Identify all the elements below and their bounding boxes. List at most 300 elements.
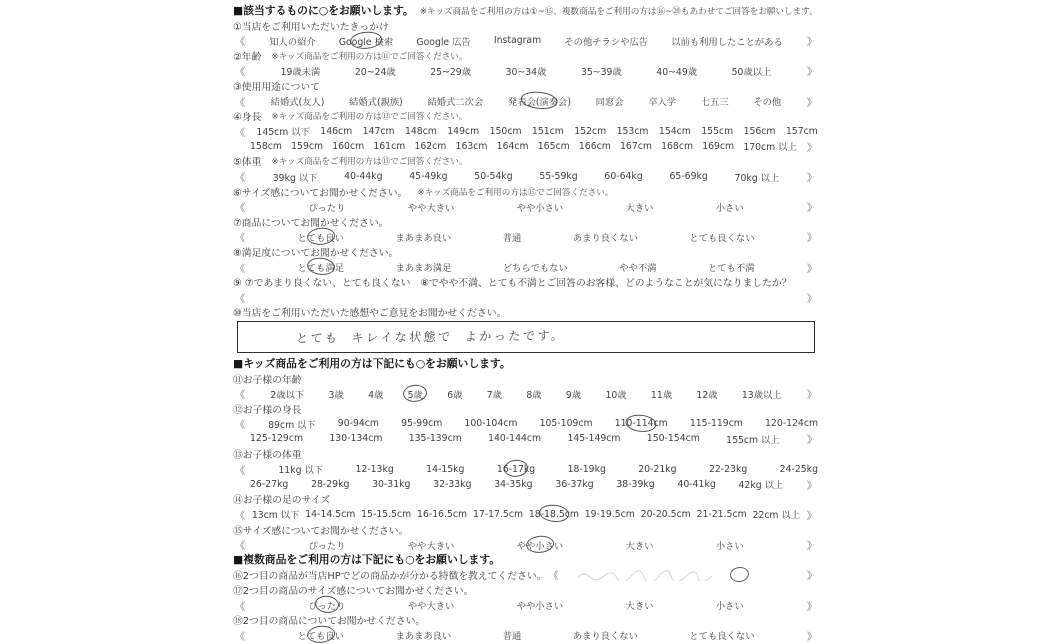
answer-option xyxy=(400,418,443,429)
answer-option-text: 38-39kg xyxy=(616,478,655,490)
answer-option xyxy=(658,126,692,137)
answer-options-row xyxy=(233,229,819,244)
answer-option xyxy=(700,126,734,137)
answer-option-text: 40-44kg xyxy=(344,171,383,183)
section-heading-text: ■該当するものに○をお願いします。 xyxy=(233,4,414,18)
section-heading xyxy=(233,356,819,371)
answer-option xyxy=(696,509,748,520)
answer-options-row xyxy=(233,63,819,78)
answer-option-text: 146cm xyxy=(320,125,353,137)
answer-option xyxy=(269,387,305,401)
answer-option-text: 知人の紹介 xyxy=(269,36,316,48)
answer-options-row xyxy=(233,199,819,214)
answer-option-text: 大きい xyxy=(625,601,654,613)
answer-option xyxy=(625,598,655,612)
question-label: ⑪お子様の年齢 xyxy=(233,374,302,386)
answer-options-wrap xyxy=(233,431,819,446)
question-label: ④身長 xyxy=(233,112,262,124)
answer-option xyxy=(473,171,513,182)
answer-option xyxy=(531,126,565,137)
bracket-close-mark: 》 xyxy=(806,173,817,185)
answer-options-wrap xyxy=(233,229,819,244)
answer-option xyxy=(655,64,698,78)
answer-option-text: あまり良くない xyxy=(572,232,638,244)
answer-option-text: 20-20.5cm xyxy=(640,508,691,520)
answer-option xyxy=(738,477,785,491)
answer-option-text: 以前も利用したことがある xyxy=(671,36,783,48)
answer-option-text: 小さい xyxy=(715,202,744,214)
answer-option-text: 148cm xyxy=(404,125,437,137)
answer-options-wrap xyxy=(233,260,819,275)
answer-option-text: 159cm xyxy=(291,140,324,152)
answer-option-text: 小さい xyxy=(715,540,744,552)
answer-option-text: 154cm xyxy=(658,125,691,137)
bracket-close-mark: 》 xyxy=(806,142,817,154)
answer-option xyxy=(472,509,524,520)
answer-option-text: 95-99cm xyxy=(401,418,443,430)
answer-option xyxy=(701,141,735,152)
answer-option xyxy=(455,141,489,152)
answer-option xyxy=(537,141,571,152)
answer-option-text: 135-139cm xyxy=(408,433,462,445)
bracket-close-mark: 》 xyxy=(806,541,817,553)
answer-option xyxy=(752,94,782,108)
answer-option xyxy=(290,141,324,152)
question-label: ⑰2つ目の商品のサイズ感についてお聞かせください。 xyxy=(233,585,474,597)
answer-option-text: 125-129cm xyxy=(250,433,304,445)
answer-option xyxy=(249,141,283,152)
answer-option-text: 161cm xyxy=(373,140,406,152)
answer-options-row xyxy=(233,139,819,154)
answer-option-text: 小さい xyxy=(715,601,744,613)
answer-option-text: 165cm xyxy=(537,140,570,152)
answer-option xyxy=(255,124,310,138)
answer-option-text: 39kg 以下 xyxy=(272,172,318,184)
answer-option-text: 130-134cm xyxy=(329,433,383,445)
answer-option-text: 同窓会 xyxy=(595,97,624,109)
answer-option xyxy=(563,34,649,48)
answer-options-row xyxy=(233,597,819,612)
answer-option-text: やや大きい xyxy=(407,540,455,552)
answer-option xyxy=(715,538,745,552)
answer-option xyxy=(507,94,572,108)
question-label: ⑯2つ目の商品が当店HPでどの商品かが分かる特徴を教えてください。 xyxy=(233,570,547,582)
answer-option xyxy=(502,628,523,642)
bracket-close-mark: 》 xyxy=(806,601,817,613)
answer-option xyxy=(538,171,578,182)
question-label: ①当店をご利用いただいたきっかけ xyxy=(233,21,389,33)
answer-option xyxy=(741,387,783,401)
answer-option-text: 40-41kg xyxy=(677,478,716,490)
bracket-open-mark: 《 xyxy=(235,67,245,79)
answer-option-text: その他チラシや広告 xyxy=(564,36,649,48)
bracket-close-mark: 》 xyxy=(806,203,817,215)
answer-option xyxy=(251,507,301,521)
answer-option-text: 11kg 以下 xyxy=(278,465,324,477)
answer-option-text: 151cm xyxy=(531,125,564,137)
answer-options-row xyxy=(233,416,819,431)
question-label: ⑩当店をご利用いただいた感想やご意見をお聞かせください。 xyxy=(233,308,507,320)
answer-options-row xyxy=(233,537,819,552)
answer-option xyxy=(432,479,472,490)
answer-options-wrap xyxy=(233,416,819,431)
question-label: ②年齢 xyxy=(233,51,262,63)
answer-option-text: 20-21kg xyxy=(638,463,677,475)
answer-option-text: 149cm xyxy=(447,125,480,137)
answer-options-wrap xyxy=(233,537,819,552)
answer-option xyxy=(496,464,536,475)
answer-option-text: 6歳 xyxy=(447,389,463,401)
bracket-close-mark: 》 xyxy=(806,435,817,447)
question-label: ⑮サイズ感についてお聞かせください。 xyxy=(233,525,409,537)
bracket-close-mark: 》 xyxy=(807,293,817,305)
answer-option xyxy=(493,479,533,490)
question-line xyxy=(233,48,819,63)
answer-option-text: 28-29kg xyxy=(311,478,350,490)
answer-option xyxy=(310,479,350,490)
answer-option-text: 167cm xyxy=(619,140,652,152)
answer-option xyxy=(625,200,655,214)
answer-option-text: 120-124cm xyxy=(764,418,818,430)
question-label: ⑨ ⑦であまり良くない、とても良くない ⑧でやや不満、とても不満とご回答のお客様、どのようなことが気になりましたか？ xyxy=(233,278,792,290)
answer-option xyxy=(354,64,397,78)
answer-option-text: その他 xyxy=(753,97,782,109)
answer-options-row xyxy=(233,507,819,522)
answer-options-row xyxy=(233,290,819,305)
answer-option-text: ぴったり xyxy=(308,601,346,613)
answer-option-text: 24-25kg xyxy=(779,463,818,475)
bracket-close-mark: 》 xyxy=(807,571,817,583)
answer-option-text: どちらでもない xyxy=(502,263,568,275)
answer-option xyxy=(486,387,503,401)
question-line xyxy=(233,18,819,33)
answer-option xyxy=(416,509,468,520)
survey-sheet xyxy=(233,3,819,643)
answer-option xyxy=(764,418,819,429)
answer-option-text: 89cm 以下 xyxy=(268,419,316,431)
question-line xyxy=(233,245,819,260)
answer-option-text: とても良くない xyxy=(689,631,755,643)
section-heading-note: ※キッズ商品をご利用の方は①~⑮、複数商品をご利用の方は⑯~⑳もあわせてご回答をお願いします。 xyxy=(419,6,818,17)
answer-option-text: 169cm xyxy=(702,140,735,152)
answer-option xyxy=(407,387,424,401)
answer-option xyxy=(489,126,523,137)
answer-option xyxy=(700,94,730,108)
answer-option-text: 2歳以下 xyxy=(270,389,305,401)
answer-option xyxy=(280,64,322,78)
answer-option xyxy=(525,387,542,401)
question-line xyxy=(233,78,819,93)
question-line xyxy=(233,371,819,386)
answer-option-text: 60-64kg xyxy=(604,171,643,183)
answer-option xyxy=(496,141,530,152)
section-heading xyxy=(233,3,819,18)
answer-option-text: 8歳 xyxy=(526,389,542,401)
answer-option-text: 32-33kg xyxy=(433,478,472,490)
answer-option xyxy=(338,34,394,48)
answer-option-text: 17-17.5cm xyxy=(472,508,524,520)
answer-option-text: 結婚式(親族) xyxy=(349,97,403,109)
answer-option-text: 5歳 xyxy=(407,389,423,401)
answer-option xyxy=(785,126,819,137)
answer-option-text: 13歳以上 xyxy=(741,389,782,401)
answer-option-text: 35~39歳 xyxy=(580,66,622,78)
question-label: ⑫お子様の身長 xyxy=(233,404,302,416)
answer-option xyxy=(528,509,580,520)
answer-option-text: 16-16.5cm xyxy=(417,508,468,520)
answer-option-text: 110-114cm xyxy=(614,418,668,430)
answer-option xyxy=(268,34,317,48)
question-line xyxy=(233,214,819,229)
answer-option-text: 9歳 xyxy=(565,389,582,401)
question-line xyxy=(233,184,819,199)
answer-options-wrap xyxy=(233,124,819,139)
answer-option xyxy=(307,598,346,612)
answer-options-row xyxy=(233,33,819,48)
answer-option-text: 34-35kg xyxy=(494,478,533,490)
bracket-open-mark: 《 xyxy=(235,510,245,522)
answer-options-wrap xyxy=(233,628,819,643)
answer-option-text: 16-17kg xyxy=(496,463,536,475)
comment-box xyxy=(237,321,815,353)
answer-option xyxy=(715,200,745,214)
answer-options-row xyxy=(233,94,819,109)
answer-option xyxy=(304,509,356,520)
answer-option xyxy=(615,479,655,490)
answer-option-text: 15-15.5cm xyxy=(361,508,412,520)
question-note: ※キッズ商品をご利用の方は⑮でご回答ください。 xyxy=(417,187,614,198)
answer-option xyxy=(516,200,565,214)
bracket-close-mark: 》 xyxy=(806,37,817,49)
answer-option xyxy=(567,464,607,475)
answer-option xyxy=(446,126,480,137)
answer-option-text: 卒入学 xyxy=(648,97,677,109)
answer-option-text: 18-19kg xyxy=(567,463,606,475)
answer-option xyxy=(404,126,438,137)
answer-option xyxy=(573,126,607,137)
answer-option xyxy=(429,64,472,78)
answer-options-wrap xyxy=(233,199,819,214)
answer-option-text: とても良くない xyxy=(689,232,755,244)
section-heading-text: ■キッズ商品をご利用の方は下記にも○をお願いします。 xyxy=(233,357,511,371)
answer-option xyxy=(614,418,669,429)
answer-option-text: 40~49歳 xyxy=(656,66,698,78)
answer-option xyxy=(616,126,650,137)
answer-option-text: やや大きい xyxy=(407,601,455,613)
answer-option-text: 42kg 以上 xyxy=(738,480,784,492)
answer-options-wrap xyxy=(233,507,819,522)
bracket-open-mark: 《 xyxy=(235,127,245,139)
question-label: ⑦商品についてお聞かせください。 xyxy=(233,217,389,229)
bracket-open-mark: 《 xyxy=(235,465,245,477)
question-label: ⑧満足度についてお聞かせください。 xyxy=(233,248,399,260)
answer-option xyxy=(539,418,594,429)
answer-option-text: 50-54kg xyxy=(474,171,513,183)
answer-options-row xyxy=(233,169,819,184)
question-line xyxy=(233,522,819,537)
answer-option xyxy=(407,598,456,612)
bracket-open-mark: 《 xyxy=(235,601,245,613)
answer-options-row xyxy=(233,431,819,446)
answer-option-text: 7歳 xyxy=(486,389,502,401)
answer-option xyxy=(618,260,657,274)
answer-option-text: 結婚式二次会 xyxy=(427,97,484,109)
answer-option xyxy=(502,260,569,274)
handdrawn-circle-annotation xyxy=(729,566,750,583)
answer-option xyxy=(516,598,565,612)
bracket-open-mark: 《 xyxy=(235,631,245,643)
question-line xyxy=(233,447,819,462)
answer-option-text: 13cm 以下 xyxy=(251,510,300,522)
bracket-close-mark: 》 xyxy=(807,631,817,643)
answer-option-text: 152cm xyxy=(574,125,607,137)
answer-option xyxy=(708,464,748,475)
answer-option xyxy=(647,94,677,108)
answer-option-text: 140-144cm xyxy=(488,433,542,445)
answer-option xyxy=(307,200,346,214)
answer-option xyxy=(249,479,289,490)
bracket-open-mark: 《 xyxy=(235,390,245,402)
answer-option-text: 普通 xyxy=(502,631,522,643)
answer-option-text: とても満足 xyxy=(297,263,344,275)
bracket-open-mark: 《 xyxy=(235,173,245,185)
answer-option-text: やや小さい xyxy=(516,601,564,613)
answer-option xyxy=(650,387,673,401)
answer-option xyxy=(413,141,447,152)
answer-option-text: 11歳 xyxy=(650,389,673,401)
answer-options-row xyxy=(233,477,819,492)
answer-option xyxy=(595,94,625,108)
answer-option-text: 105-109cm xyxy=(539,418,593,430)
answer-option xyxy=(660,141,694,152)
answer-options-wrap xyxy=(233,290,819,305)
answer-option-text: Google 検索 xyxy=(338,36,394,48)
question-label: ⑱2つ目の商品についてお聞かせください。 xyxy=(233,616,426,628)
answer-option xyxy=(394,628,452,642)
answer-option-text: 26-27kg xyxy=(250,478,289,490)
answer-option-text: 163cm xyxy=(455,140,488,152)
answer-option xyxy=(426,94,484,108)
answer-option-text: 12-13kg xyxy=(355,463,394,475)
answer-option xyxy=(272,170,319,184)
question-label: ⑭お子様の足のサイズ xyxy=(233,495,331,507)
answer-options-row xyxy=(233,628,819,643)
answer-options-wrap xyxy=(233,386,819,401)
answer-option xyxy=(715,598,745,612)
answer-option xyxy=(742,139,797,153)
answer-option-text: 4歳 xyxy=(368,389,384,401)
section-heading-text: ■複数商品をご利用の方は下記にも○をお願いします。 xyxy=(233,553,501,567)
answer-option-text: 3歳 xyxy=(328,389,344,401)
answer-option-text: 55-59kg xyxy=(539,171,578,183)
answer-option xyxy=(516,538,565,552)
answer-option xyxy=(354,464,394,475)
answer-options-wrap xyxy=(233,63,819,78)
answer-options-row xyxy=(233,124,819,139)
bracket-open-mark: 《 xyxy=(235,97,245,109)
answer-option xyxy=(267,417,317,431)
answer-option xyxy=(328,433,383,444)
question-line xyxy=(233,582,819,597)
answer-option-text: 30~34歳 xyxy=(505,66,547,78)
answer-option-text: 14-15kg xyxy=(426,463,465,475)
answer-option-text: Instagram xyxy=(493,35,542,47)
answer-option-text: ぴったり xyxy=(308,540,346,552)
bracket-close-mark: 》 xyxy=(806,390,817,402)
question-label: ③使用用途について xyxy=(233,82,320,94)
handwritten-comment: とても キレイな状態で よかったです。 xyxy=(295,329,566,346)
question-line xyxy=(233,275,819,290)
answer-option-text: 145cm 以下 xyxy=(256,127,310,139)
answer-option-text: 25~29歳 xyxy=(430,66,472,78)
answer-option xyxy=(362,126,396,137)
answer-option xyxy=(751,507,801,521)
answer-option xyxy=(554,479,594,490)
answer-option xyxy=(408,433,463,444)
answer-option-text: 大きい xyxy=(625,202,654,214)
bracket-open-mark: 《 xyxy=(235,203,245,215)
answer-option-text: 90-94cm xyxy=(337,418,379,430)
answer-option xyxy=(743,126,777,137)
question-line xyxy=(233,154,819,169)
answer-option xyxy=(565,387,582,401)
answer-option xyxy=(619,141,653,152)
answer-option xyxy=(331,141,365,152)
answer-option xyxy=(328,387,345,401)
answer-options-wrap xyxy=(233,169,819,184)
question-label: ⑤体重 xyxy=(233,157,262,169)
answer-option-text: 157cm xyxy=(785,125,818,137)
answer-option-text: 168cm xyxy=(661,140,694,152)
answer-option-text: 65-69kg xyxy=(669,171,708,183)
answer-option-text: 21-21.5cm xyxy=(696,508,747,520)
answer-option-text: とても良い xyxy=(297,631,344,643)
answer-option-text: やや不満 xyxy=(619,263,657,275)
question-line xyxy=(233,613,819,628)
question-note: ※キッズ商品をご利用の方は⑪でご回答ください。 xyxy=(271,51,468,62)
answer-option xyxy=(307,538,346,552)
answer-option-text: 155cm 以上 xyxy=(726,434,780,446)
answer-option-text: 170cm 以上 xyxy=(743,142,797,154)
answer-option-text: 156cm xyxy=(743,125,776,137)
answer-option-text: 164cm xyxy=(496,140,529,152)
answer-option xyxy=(394,230,452,244)
question-note: ※キッズ商品をご利用の方は⑫でご回答ください。 xyxy=(271,112,468,123)
answer-option xyxy=(360,509,412,520)
bracket-close-mark: 》 xyxy=(806,67,817,79)
answer-option xyxy=(371,479,411,490)
question-line xyxy=(233,567,819,582)
answer-option-text: 145-149cm xyxy=(567,433,621,445)
answer-option-text: 150-154cm xyxy=(646,433,700,445)
answer-option xyxy=(640,509,692,520)
answer-option-text: Google 広告 xyxy=(416,36,471,48)
answer-option-text: やや小さい xyxy=(516,540,564,552)
bracket-open-mark: 《 xyxy=(548,571,559,583)
answer-option xyxy=(625,538,655,552)
answer-option xyxy=(277,462,324,476)
answer-option xyxy=(296,628,345,642)
answer-option-text: 22cm 以上 xyxy=(752,510,801,522)
answer-option-text: 発表会(演奏会) xyxy=(507,97,571,109)
question-line xyxy=(233,492,819,507)
question-line xyxy=(233,305,819,320)
answer-option-text: 14-14.5cm xyxy=(305,508,356,520)
answer-option xyxy=(487,433,542,444)
answer-options-row xyxy=(233,462,819,477)
answer-option xyxy=(779,464,819,475)
answer-option-text: あまり良くない xyxy=(572,631,638,643)
